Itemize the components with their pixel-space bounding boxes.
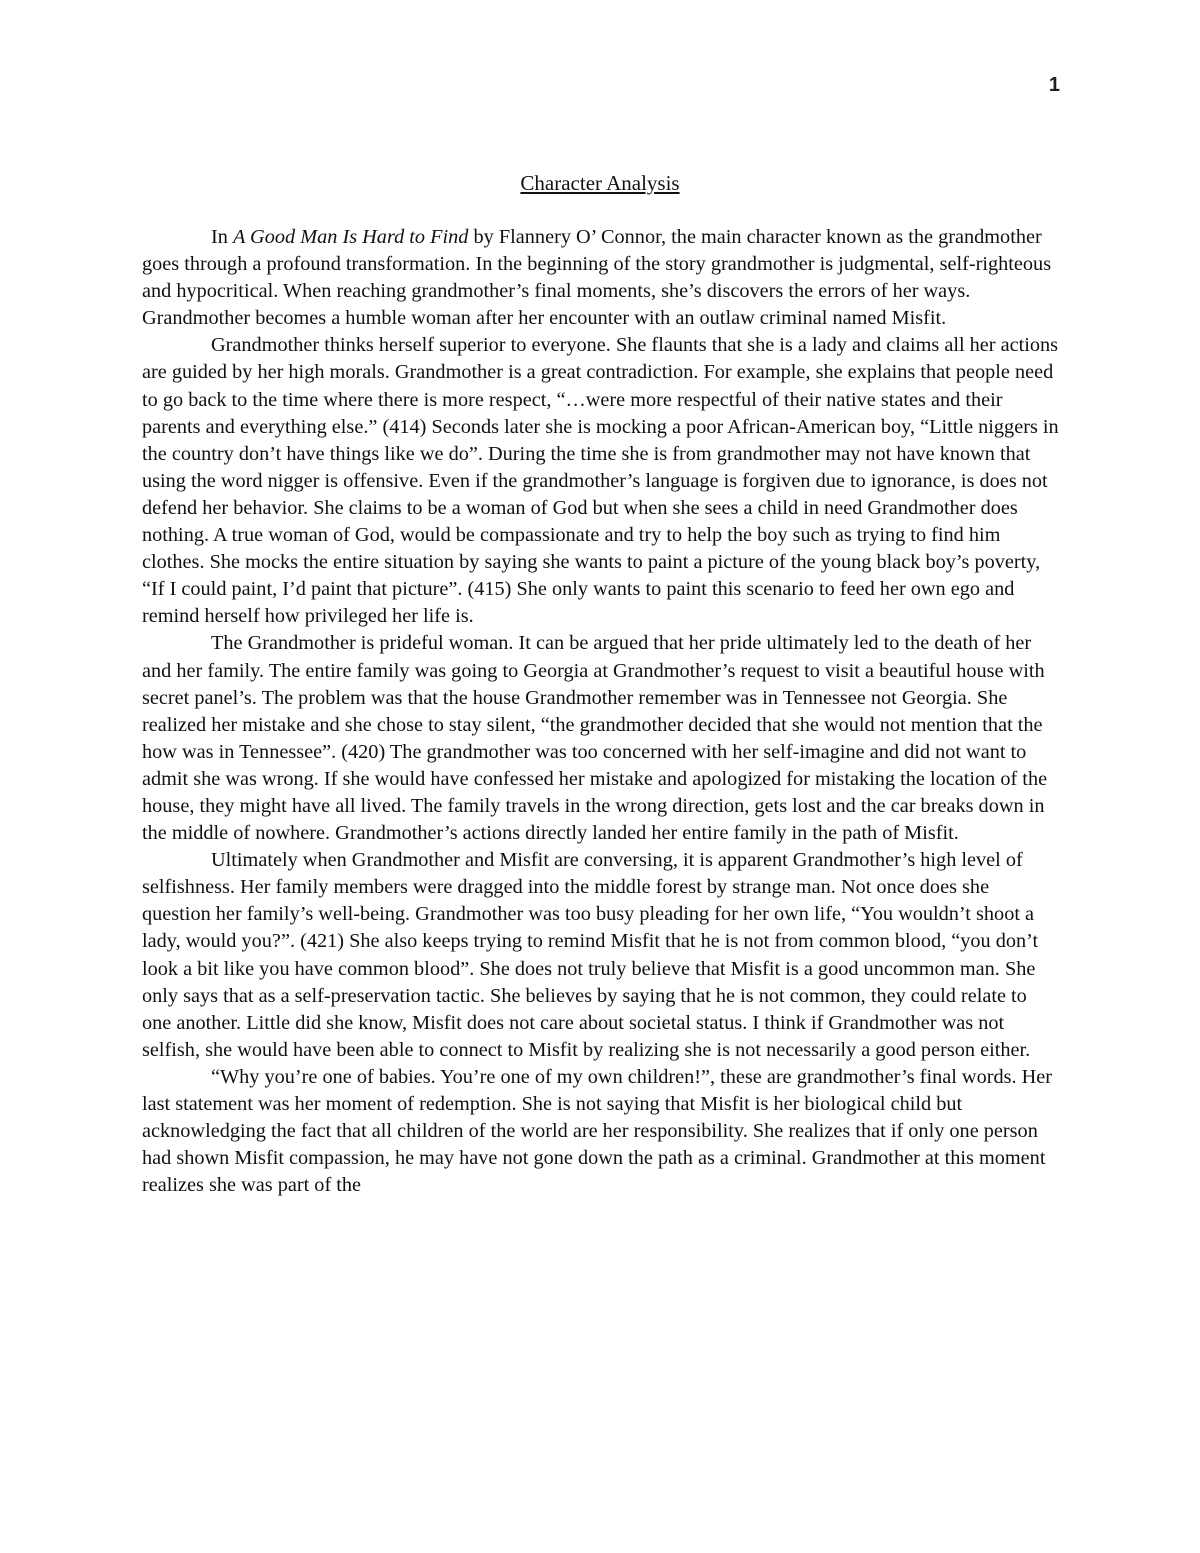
document-body <box>142 224 1060 1199</box>
paragraph-1-text: by Flannery O’ Connor, the main character known as the grandmother goes through a profound transformation. In the beginning of the story grandmother is judgmental, self-righteous and hypocritical. When reaching grandmother’s final moments, she’s discovers the errors of her ways. Grandmother becomes a humble woman after her encounter with an outlaw criminal named Misfit. <box>142 226 1052 330</box>
document-title: Character Analysis <box>520 171 680 195</box>
paragraph-1 <box>142 224 1060 332</box>
paragraph-5: “Why you’re one of babies. You’re one of my own children!”, these are grandmother’s final words. Her last statement was her moment of redemption. She is not saying that Misfit is her biological child but acknowledging the fact that all children of the world are her responsibility. She realizes that if only one person had shown Misfit compassion, he may have not gone down the path as a criminal. Grandmother at this moment realizes she was part of the <box>142 1065 1053 1197</box>
paragraph-1-lead: In <box>211 226 233 248</box>
paragraph-2: Grandmother thinks herself superior to everyone. She flaunts that she is a lady and claims all her actions are guided by her high morals. Grandmother is a great contradiction. For example, she explains that people need to go back to the time where there is more respect, “…were more respectful of their native states and their parents and everything else.” (414) Seconds later she is mocking a poor African-American boy, “Little niggers in the country don’t have things like we do”. During the time she is from grandmother may not have known that using the word nigger is offensive. Even if the grandmother’s language is forgiven due to ignorance, is does not defend her behavior. She claims to be a woman of God but when she sees a child in need Grandmother does nothing. A true woman of God, would be compassionate and try to help the boy such as trying to find him clothes. She mocks the entire situation by saying she wants to paint a picture of the young black boy’s poverty, “If I could paint, I’d paint that picture”. (415) She only wants to paint this scenario to feed her own ego and remind herself how privileged her life is. <box>142 334 1059 628</box>
page-number: 1 <box>1048 74 1060 96</box>
story-title-italic: A Good Man Is Hard to Find <box>232 226 469 248</box>
paragraph-3: The Grandmother is prideful woman. It can be argued that her pride ultimately led to the death of her and her family. The entire family was going to Georgia at Grandmother’s request to visit a beautiful house with secret panel’s. The problem was that the house Grandmother remember was in Tennessee not Georgia. She realized her mistake and she chose to stay silent, “the grandmother decided that she would not mention that the how was in Tennessee”. (420) The grandmother was too concerned with her self-imagine and did not want to admit she was wrong. If she would have confessed her mistake and apologized for mistaking the location of the house, they might have all lived. The family travels in the wrong direction, gets lost and the car breaks down in the middle of nowhere. Grandmother’s actions directly landed her entire family in the path of Misfit. <box>142 632 1048 845</box>
paragraph-4: Ultimately when Grandmother and Misfit are conversing, it is apparent Grandmother’s high level of selfishness. Her family members were dragged into the middle forest by strange man. Not once does she question her family’s well-being. Grandmother was too busy pleading for her own life, “You wouldn’t shoot a lady, would you?”. (421) She also keeps trying to remind Misfit that he is not from common blood, “you don’t look a bit like you have common blood”. She does not truly believe that Misfit is a good uncommon man. She only says that as a self-preservation tactic. She believes by saying that he is not common, they could relate to one another. Little did she know, Misfit does not care about societal status. I think if Grandmother was not selfish, she would have been able to connect to Misfit by realizing she is not necessarily a good person either. <box>142 849 1039 1061</box>
